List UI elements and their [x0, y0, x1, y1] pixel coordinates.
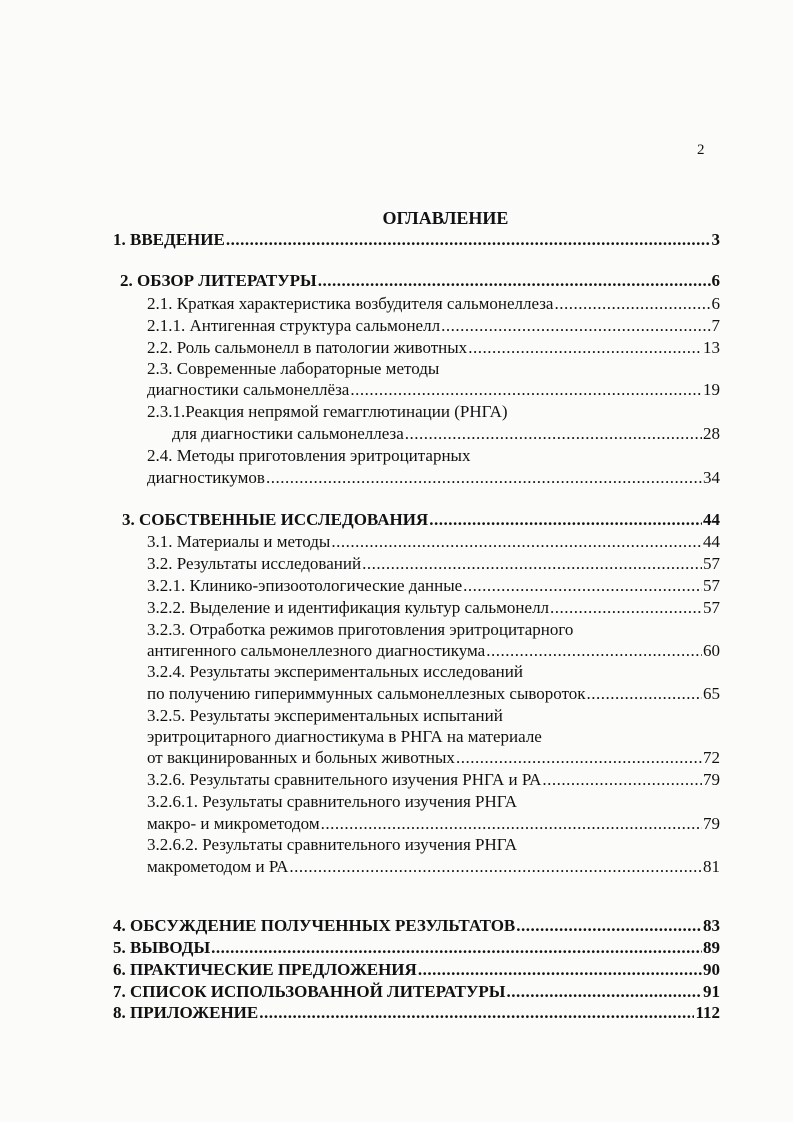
toc-entry-page: 65: [703, 684, 720, 703]
toc-entry-page: 7: [711, 316, 720, 335]
toc-leader-dots: [259, 1003, 694, 1023]
toc-entry: [122, 510, 720, 530]
toc-entry-text: 2.1.1. Антигенная структура сальмонелл: [147, 316, 441, 335]
toc-entry: [147, 380, 720, 400]
toc-leader-dots: [266, 468, 702, 488]
toc-entry-text: по получению гипериммунных сальмонеллезных сывороток: [147, 684, 586, 703]
toc-entry-text: 2.3. Современные лабораторные методы: [147, 359, 440, 378]
toc-entry: [172, 424, 720, 444]
toc-entry-page: 6: [711, 294, 720, 313]
toc-entry-text: 3.2.4. Результаты экспериментальных исследований: [147, 662, 523, 681]
toc-leader-dots: [456, 748, 702, 768]
toc-entry: [147, 598, 720, 618]
toc-leader-dots: [463, 576, 702, 596]
toc-leader-dots: [516, 916, 702, 936]
toc-leader-dots: [318, 271, 711, 291]
toc-entry-page: 57: [703, 576, 720, 595]
toc-entry-text: эритроцитарного диагностикума в РНГА на материале: [147, 727, 542, 746]
toc-entry-page: 13: [703, 338, 720, 357]
toc-entry-page: 44: [703, 510, 720, 529]
toc-entry-page: 89: [703, 938, 720, 957]
toc-entry: [113, 960, 720, 980]
toc-leader-dots: [542, 770, 702, 790]
toc-leader-dots: [211, 938, 702, 958]
toc-entry-text: 5. ВЫВОДЫ: [113, 938, 211, 957]
toc-entry-page: 112: [695, 1003, 720, 1022]
toc-leader-dots: [226, 230, 711, 250]
toc-entry-text: диагностики сальмонеллёза: [147, 380, 350, 399]
toc-entry-text: 2.4. Методы приготовления эритроцитарных: [147, 446, 471, 465]
toc-entry: [147, 316, 720, 336]
toc-leader-dots: [486, 641, 702, 661]
toc-entry-text: 3.2.1. Клинико-эпизоотологические данные: [147, 576, 463, 595]
toc-entry: [147, 684, 720, 704]
toc-entry-text: 1. ВВЕДЕНИЕ: [113, 230, 225, 249]
toc-leader-dots: [550, 598, 702, 618]
toc-entry: [147, 402, 508, 422]
toc-entry-text: 3.2.3. Отработка режимов приготовления эритроцитарного: [147, 620, 574, 639]
toc-entry: [147, 770, 720, 790]
toc-entry: [147, 857, 720, 877]
toc-entry-text: 3.2.5. Результаты экспериментальных испытаний: [147, 706, 503, 725]
toc-entry: [147, 835, 517, 855]
toc-leader-dots: [507, 982, 703, 1002]
toc-leader-dots: [362, 554, 702, 574]
toc-entry-page: 90: [703, 960, 720, 979]
toc-leader-dots: [350, 380, 702, 400]
toc-leader-dots: [321, 814, 702, 834]
toc-entry-text: для диагностики сальмонеллеза: [172, 424, 404, 443]
toc-entry: [147, 620, 573, 640]
toc-entry-page: 6: [711, 271, 720, 290]
toc-entry-text: 8. ПРИЛОЖЕНИЕ: [113, 1003, 259, 1022]
toc-leader-dots: [429, 510, 702, 530]
toc-leader-dots: [468, 338, 702, 358]
toc-entry-text: 3.2. Результаты исследований: [147, 554, 362, 573]
toc-entry-page: 57: [703, 554, 720, 573]
toc-entry: [147, 727, 542, 747]
toc-entry: [147, 792, 517, 812]
toc-entry-page: 57: [703, 598, 720, 617]
toc-leader-dots: [289, 857, 702, 877]
toc-entry-page: 81: [703, 857, 720, 876]
toc-entry-page: 91: [703, 982, 720, 1001]
toc-leader-dots: [405, 424, 702, 444]
toc-entry: [147, 338, 720, 358]
toc-entry-text: 3.1. Материалы и методы: [147, 532, 331, 551]
toc-leader-dots: [441, 316, 710, 336]
toc-entry: [113, 938, 720, 958]
toc-entry-page: 34: [703, 468, 720, 487]
toc-entry-text: 2. ОБЗОР ЛИТЕРАТУРЫ: [120, 271, 317, 290]
toc-entry: [147, 748, 720, 768]
toc-entry-page: 79: [703, 770, 720, 789]
toc-entry: [120, 271, 720, 291]
toc-leader-dots: [418, 960, 702, 980]
toc-entry-page: 19: [703, 380, 720, 399]
toc-entry-text: 2.2. Роль сальмонелл в патологии животных: [147, 338, 468, 357]
toc-entry-text: диагностикумов: [147, 468, 265, 487]
toc-leader-dots: [587, 684, 702, 704]
toc-entry: [113, 230, 720, 250]
toc-entry-text: 4. ОБСУЖДЕНИЕ ПОЛУЧЕННЫХ РЕЗУЛЬТАТОВ: [113, 916, 516, 935]
toc-entry: [147, 359, 439, 379]
toc-entry: [147, 641, 720, 661]
toc-entry-text: 6. ПРАКТИЧЕСКИЕ ПРЕДЛОЖЕНИЯ: [113, 960, 417, 979]
toc-entry-text: 2.1. Краткая характеристика возбудителя сальмонеллеза: [147, 294, 554, 313]
toc-entry: [147, 814, 720, 834]
toc-entry-text: антигенного сальмонеллезного диагностикума: [147, 641, 486, 660]
toc-entry: [113, 982, 720, 1002]
toc-entry-text: 3.2.6. Результаты сравнительного изучения РНГА и РА: [147, 770, 542, 789]
toc-leader-dots: [554, 294, 710, 314]
toc-entry-page: 79: [703, 814, 720, 833]
toc-entry: [147, 468, 720, 488]
toc-title: ОГЛАВЛЕНИЕ: [382, 208, 509, 228]
toc-entry-page: 28: [703, 424, 720, 443]
toc-entry: [147, 662, 523, 682]
toc-entry: [147, 576, 720, 596]
toc-entry-page: 60: [703, 641, 720, 660]
toc-entry-page: 3: [711, 230, 720, 249]
toc-entry: [147, 294, 720, 314]
toc-entry: [113, 916, 720, 936]
toc-leader-dots: [331, 532, 702, 552]
toc-entry: [147, 554, 720, 574]
page-number: 2: [697, 142, 705, 158]
toc-entry-text: 7. СПИСОК ИСПОЛЬЗОВАННОЙ ЛИТЕРАТУРЫ: [113, 982, 506, 1001]
toc-entry-text: 3. СОБСТВЕННЫЕ ИССЛЕДОВАНИЯ: [122, 510, 429, 529]
toc-entry-text: макро- и микрометодом: [147, 814, 320, 833]
toc-entry-text: от вакцинированных и больных животных: [147, 748, 455, 767]
toc-entry-text: 3.2.2. Выделение и идентификация культур сальмонелл: [147, 598, 550, 617]
toc-entry-text: 3.2.6.2. Результаты сравнительного изучения РНГА: [147, 835, 517, 854]
toc-entry: [147, 446, 470, 466]
toc-entry: [113, 1003, 720, 1023]
toc-entry-page: 72: [703, 748, 720, 767]
toc-entry: [147, 706, 503, 726]
toc-entry-text: 2.3.1.Реакция непрямой гемагглютинации (РНГА): [147, 402, 508, 421]
toc-entry: [147, 532, 720, 552]
toc-entry-text: 3.2.6.1. Результаты сравнительного изучения РНГА: [147, 792, 517, 811]
toc-entry-text: макрометодом и РА: [147, 857, 289, 876]
toc-entry-page: 83: [703, 916, 720, 935]
toc-entry-page: 44: [703, 532, 720, 551]
